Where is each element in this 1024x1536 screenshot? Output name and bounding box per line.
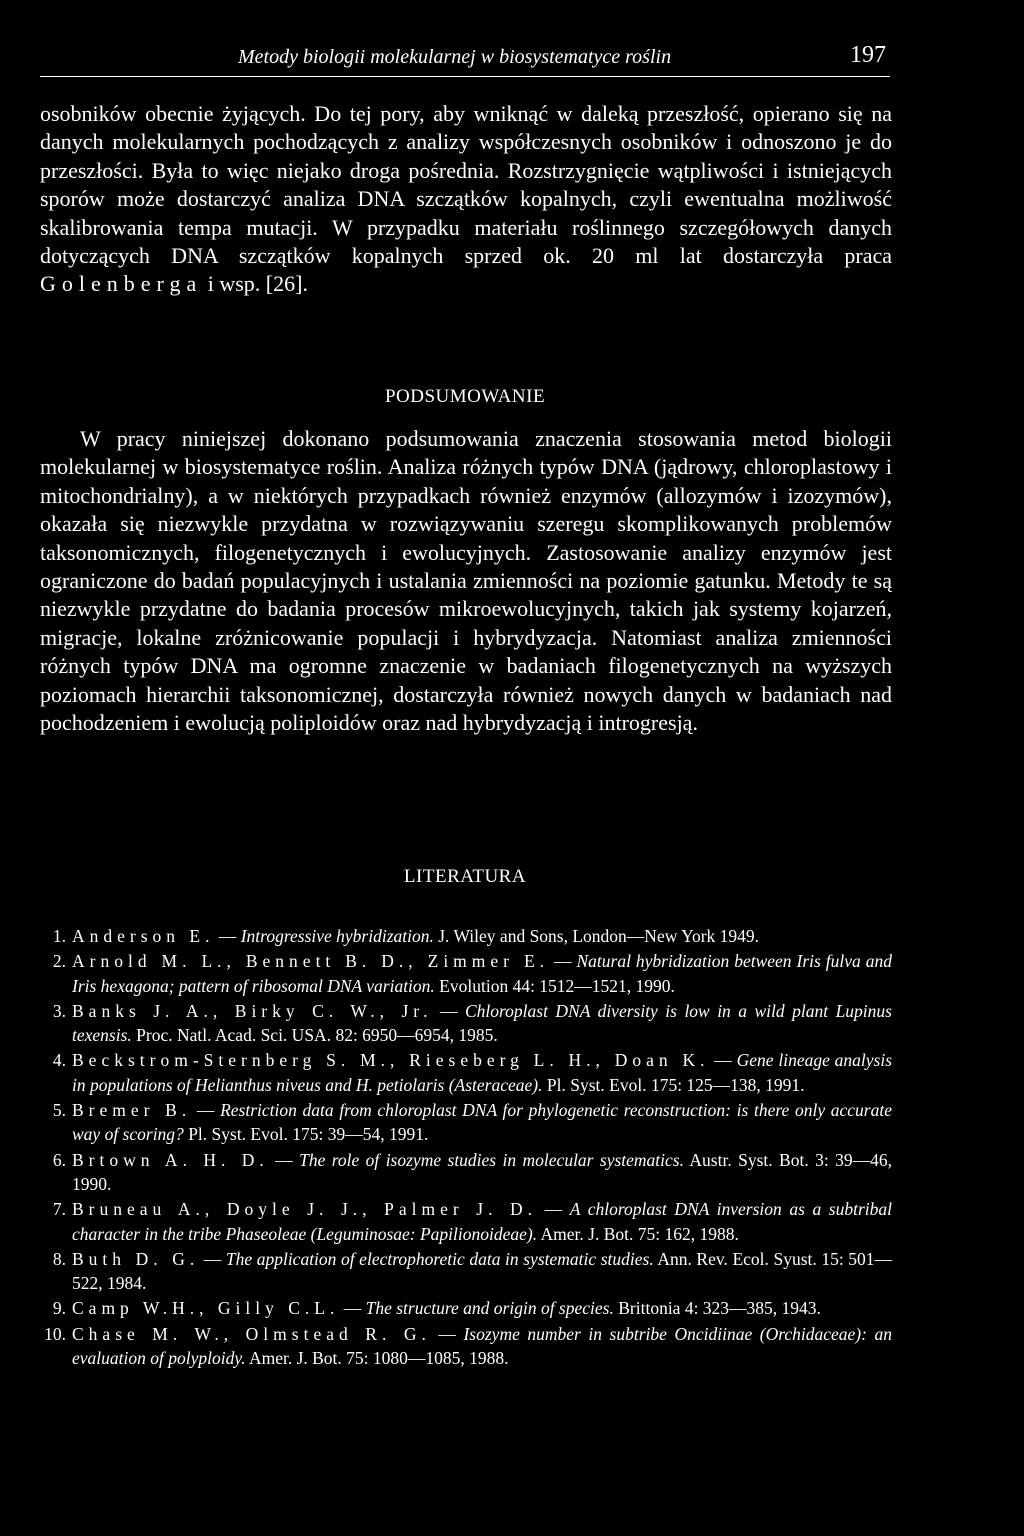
reference-title: Isozyme number in subtribe Oncidiinae (Orchidaceae): an evaluation of polyploidy. (72, 1323, 893, 1369)
reference-item: 6. Brtown A. H. D. — The role of isozyme studies in molecular systematics. Austr. Syst. Bot. 3: 39—46, 1990. (40, 1148, 892, 1197)
reference-title: The structure and origin of species. (365, 1298, 614, 1319)
reference-number: 6. (52, 1149, 66, 1170)
reference-item: 1. Anderson E. — Introgressive hybridization. J. Wiley and Sons, London—New York 1949. (40, 924, 892, 948)
literature-heading: LITERATURA (403, 866, 527, 887)
page-header (40, 42, 890, 77)
reference-number: 8. (52, 1248, 66, 1269)
reference-item: 5. Bremer B. — Restriction data from chloroplast DNA for phylogenetic reconstruction: is there only accurate way of scoring? Pl. Syst. Evol. 175: 39—54, 1991. (40, 1098, 892, 1147)
reference-source: Pl. Syst. Evol. 175: 125—138, 1991. (546, 1074, 805, 1095)
summary-paragraph: W pracy niniejszej dokonano podsumowania znaczenia stosowania metod biologii molekularnej w biosystematyce roślin. Analiza różnych typów DNA (jądrowy, chloroplastowy i mitochondrialny), a w niektórych przypadkach również enzymów (allozymów i izozymów), okazała się niezwykle przydatna w rozwiązywaniu szeregu skomplikowanych problemów taksonomicznych, filogenetycznych i ewolucyjnych. Zastosowanie analizy enzymów jest ograniczone do badań populacyjnych i ustalania zmienności na poziomie gatunku. Metody te są niezwykle przydatne do badania procesów mikroewolucyjnych, takich jak systemy kojarzeń, migracje, lokalne zróżnicowanie populacji i hybrydyzacja. Natomiast analiza zmienności różnych typów DNA ma ogromne znaczenie w badaniach filogenetycznych na wyższych poziomach hierarchii taksonomicznej, dostarczyła również nowych danych w badaniach nad pochodzeniem i ewolucją poliploidów oraz nad hybrydyzacją i introgresją. (40, 426, 892, 736)
intro-text-end: i wsp. [26]. (207, 271, 308, 297)
reference-item: 4. Beckstrom-Sternberg S. M., Rieseberg L. H., Doan K. — Gene lineage analysis in populations of Helianthus niveus and H. petiolaris (Asteraceae). Pl. Syst. Evol. 175: 125—138, 1991. (40, 1048, 892, 1097)
reference-source: J. Wiley and Sons, London—New York 1949. (438, 926, 760, 946)
reference-item: 8. Buth D. G. — The application of electrophoretic data in systematic studies. Ann. Rev. Ecol. Syust. 15: 501—522, 1984. (40, 1247, 892, 1296)
reference-title: The application of electrophoretic data in systematic studies. (225, 1248, 654, 1269)
reference-source: Ann. Rev. Ecol. Syust. 15: 501—522, 1984. (72, 1248, 893, 1294)
reference-authors: Banks J. A., Birky C. W., Jr. (72, 1000, 433, 1021)
reference-title: Introgressive hybridization. (240, 926, 434, 946)
reference-item: 10. Chase M. W., Olmstead R. G. — Isozyme number in subtribe Oncidiinae (Orchidaceae): an evaluation of polyploidy. Amer. J. Bot. 75: 1080—1085, 1988. (40, 1322, 892, 1371)
reference-number: 1. (52, 926, 66, 946)
intro-paragraph (40, 100, 892, 299)
reference-title: The role of isozyme studies in molecular systematics. (299, 1149, 684, 1170)
reference-number: 7. (52, 1199, 66, 1220)
reference-number: 5. (52, 1100, 66, 1121)
reference-authors: Brtown A. H. D. (72, 1149, 269, 1170)
reference-item: 3. Banks J. A., Birky C. W., Jr. — Chloroplast DNA diversity is low in a wild plant Lupinus texensis. Proc. Natl. Acad. Sci. USA. 82: 6950—6954, 1985. (40, 999, 892, 1048)
reference-item: 9. Camp W.H., Gilly C.L. — The structure and origin of species. Brittonia 4: 323—385, 1943. (40, 1296, 892, 1320)
reference-number: 2. (52, 951, 66, 972)
running-title: Metody biologii molekularnej w biosystematyce roślin (238, 46, 672, 68)
page-number: 197 (850, 42, 886, 68)
reference-source: Proc. Natl. Acad. Sci. USA. 82: 6950—6954, 1985. (136, 1025, 498, 1046)
reference-source: Pl. Syst. Evol. 175: 39—54, 1991. (188, 1124, 429, 1145)
intro-text: osobników obecnie żyjących. Do tej pory, aby wniknąć w daleką przeszłość, opierano się na danych molekularnych pochodzących z analizy współczesnych osobników i odnoszono je do przeszłości. Była to więc niejako droga pośrednia. Rozstrzygnięcie wątpliwości i istniejących sporów może dostarczyć analiza DNA szczątków kopalnych, czyli ewentualna możliwość skalibrowania tempa mutacji. W przypadku materiału roślinnego szczegółowych danych dotyczących DNA szczątków kopalnych sprzed ok. 20 ml lat dostarczyła praca (40, 101, 892, 269)
reference-number: 4. (52, 1050, 66, 1071)
reference-authors: Bruneau A., Doyle J. J., Palmer J. D. (72, 1199, 538, 1220)
reference-title: Gene lineage analysis in populations of Helianthus niveus and H. petiolaris (Asteraceae). (72, 1050, 893, 1095)
reference-authors: Bremer B. (72, 1100, 192, 1121)
reference-source: Amer. J. Bot. 75: 1080—1085, 1988. (248, 1348, 509, 1369)
reference-item: 7. Bruneau A., Doyle J. J., Palmer J. D. — A chloroplast DNA inversion as a subtribal character in the tribe Phaseoleae (Leguminosae: Papilionoideae). Amer. J. Bot. 75: 162, 1988. (40, 1197, 892, 1246)
reference-authors: Anderson E. (72, 926, 215, 946)
reference-title: Chloroplast DNA diversity is low in a wild plant Lupinus texensis. (72, 1000, 892, 1046)
reference-authors: Beckstrom-Sternberg S. M., Rieseberg L. H., Doan K. (72, 1050, 710, 1071)
reference-authors: Buth D. G. (72, 1248, 200, 1269)
summary-heading: PODSUMOWANIE (384, 386, 546, 407)
reference-number: 9. (52, 1298, 66, 1319)
cited-author: Golenberga (40, 271, 203, 297)
reference-authors: Chase M. W., Olmstead R. G. (72, 1323, 431, 1344)
reference-title: Restriction data from chloroplast DNA for phylogenetic reconstruction: is there only accurate way of scoring? (72, 1100, 892, 1145)
reference-source: Amer. J. Bot. 75: 162, 1988. (540, 1223, 739, 1244)
reference-number: 3. (52, 1000, 66, 1021)
reference-source: Brittonia 4: 323—385, 1943. (618, 1298, 821, 1319)
reference-item: 2. Arnold M. L., Bennett B. D., Zimmer E. — Natural hybridization between Iris fulva and Iris hexagona; pattern of ribosomal DNA variation. Evolution 44: 1512—1521, 1990. (40, 949, 892, 998)
reference-authors: Camp W.H., Gilly C.L. (72, 1298, 340, 1319)
reference-title: Natural hybridization between Iris fulva and Iris hexagona; pattern of ribosomal DNA variation. (72, 951, 892, 996)
reference-list (40, 924, 892, 1371)
reference-source: Evolution 44: 1512—1521, 1990. (439, 975, 675, 996)
reference-authors: Arnold M. L., Bennett B. D., Zimmer E. (72, 951, 550, 972)
reference-source: Austr. Syst. Bot. 3: 39—46, 1990. (72, 1149, 892, 1194)
reference-title: A chloroplast DNA inversion as a subtribal character in the tribe Phaseoleae (Leguminosae: Papilionoideae). (72, 1199, 893, 1244)
reference-number: 10. (44, 1323, 66, 1344)
